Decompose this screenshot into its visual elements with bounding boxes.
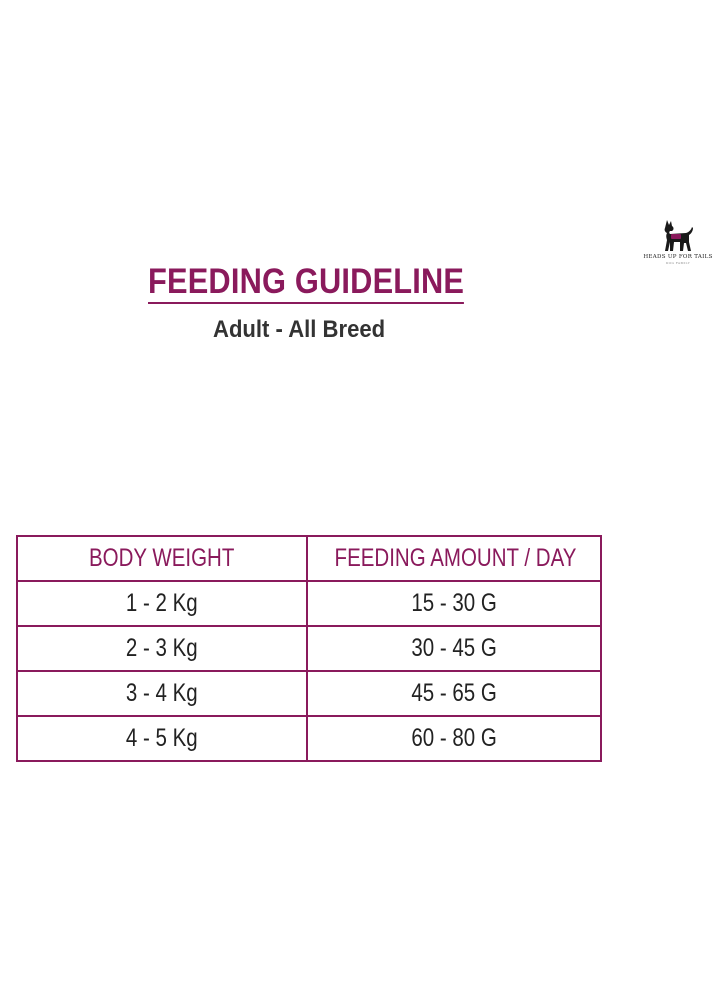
header-body-weight: BODY WEIGHT	[17, 536, 307, 581]
feeding-amount-cell: 60 - 80 G	[307, 716, 601, 761]
body-weight-cell: 2 - 3 Kg	[17, 626, 307, 671]
feeding-amount-cell: 15 - 30 G	[307, 581, 601, 626]
dog-icon	[658, 218, 698, 252]
body-weight-cell: 3 - 4 Kg	[17, 671, 307, 716]
page-subtitle: Adult - All Breed	[213, 316, 386, 343]
table-row	[17, 581, 601, 626]
brand-logo	[640, 218, 716, 272]
table-header-row	[17, 536, 601, 581]
brand-name: HEADS UP FOR TAILS	[643, 254, 713, 260]
page-title: FEEDING GUIDELINE	[148, 262, 464, 304]
table-row	[17, 671, 601, 716]
table-row	[17, 716, 601, 761]
brand-tagline: DOG FAMILY	[665, 261, 691, 265]
header-feeding-amount: FEEDING AMOUNT / DAY	[307, 536, 601, 581]
feeding-amount-cell: 45 - 65 G	[307, 671, 601, 716]
body-weight-cell: 1 - 2 Kg	[17, 581, 307, 626]
table-row	[17, 626, 601, 671]
body-weight-cell: 4 - 5 Kg	[17, 716, 307, 761]
feeding-amount-cell: 30 - 45 G	[307, 626, 601, 671]
feeding-table	[16, 535, 602, 762]
